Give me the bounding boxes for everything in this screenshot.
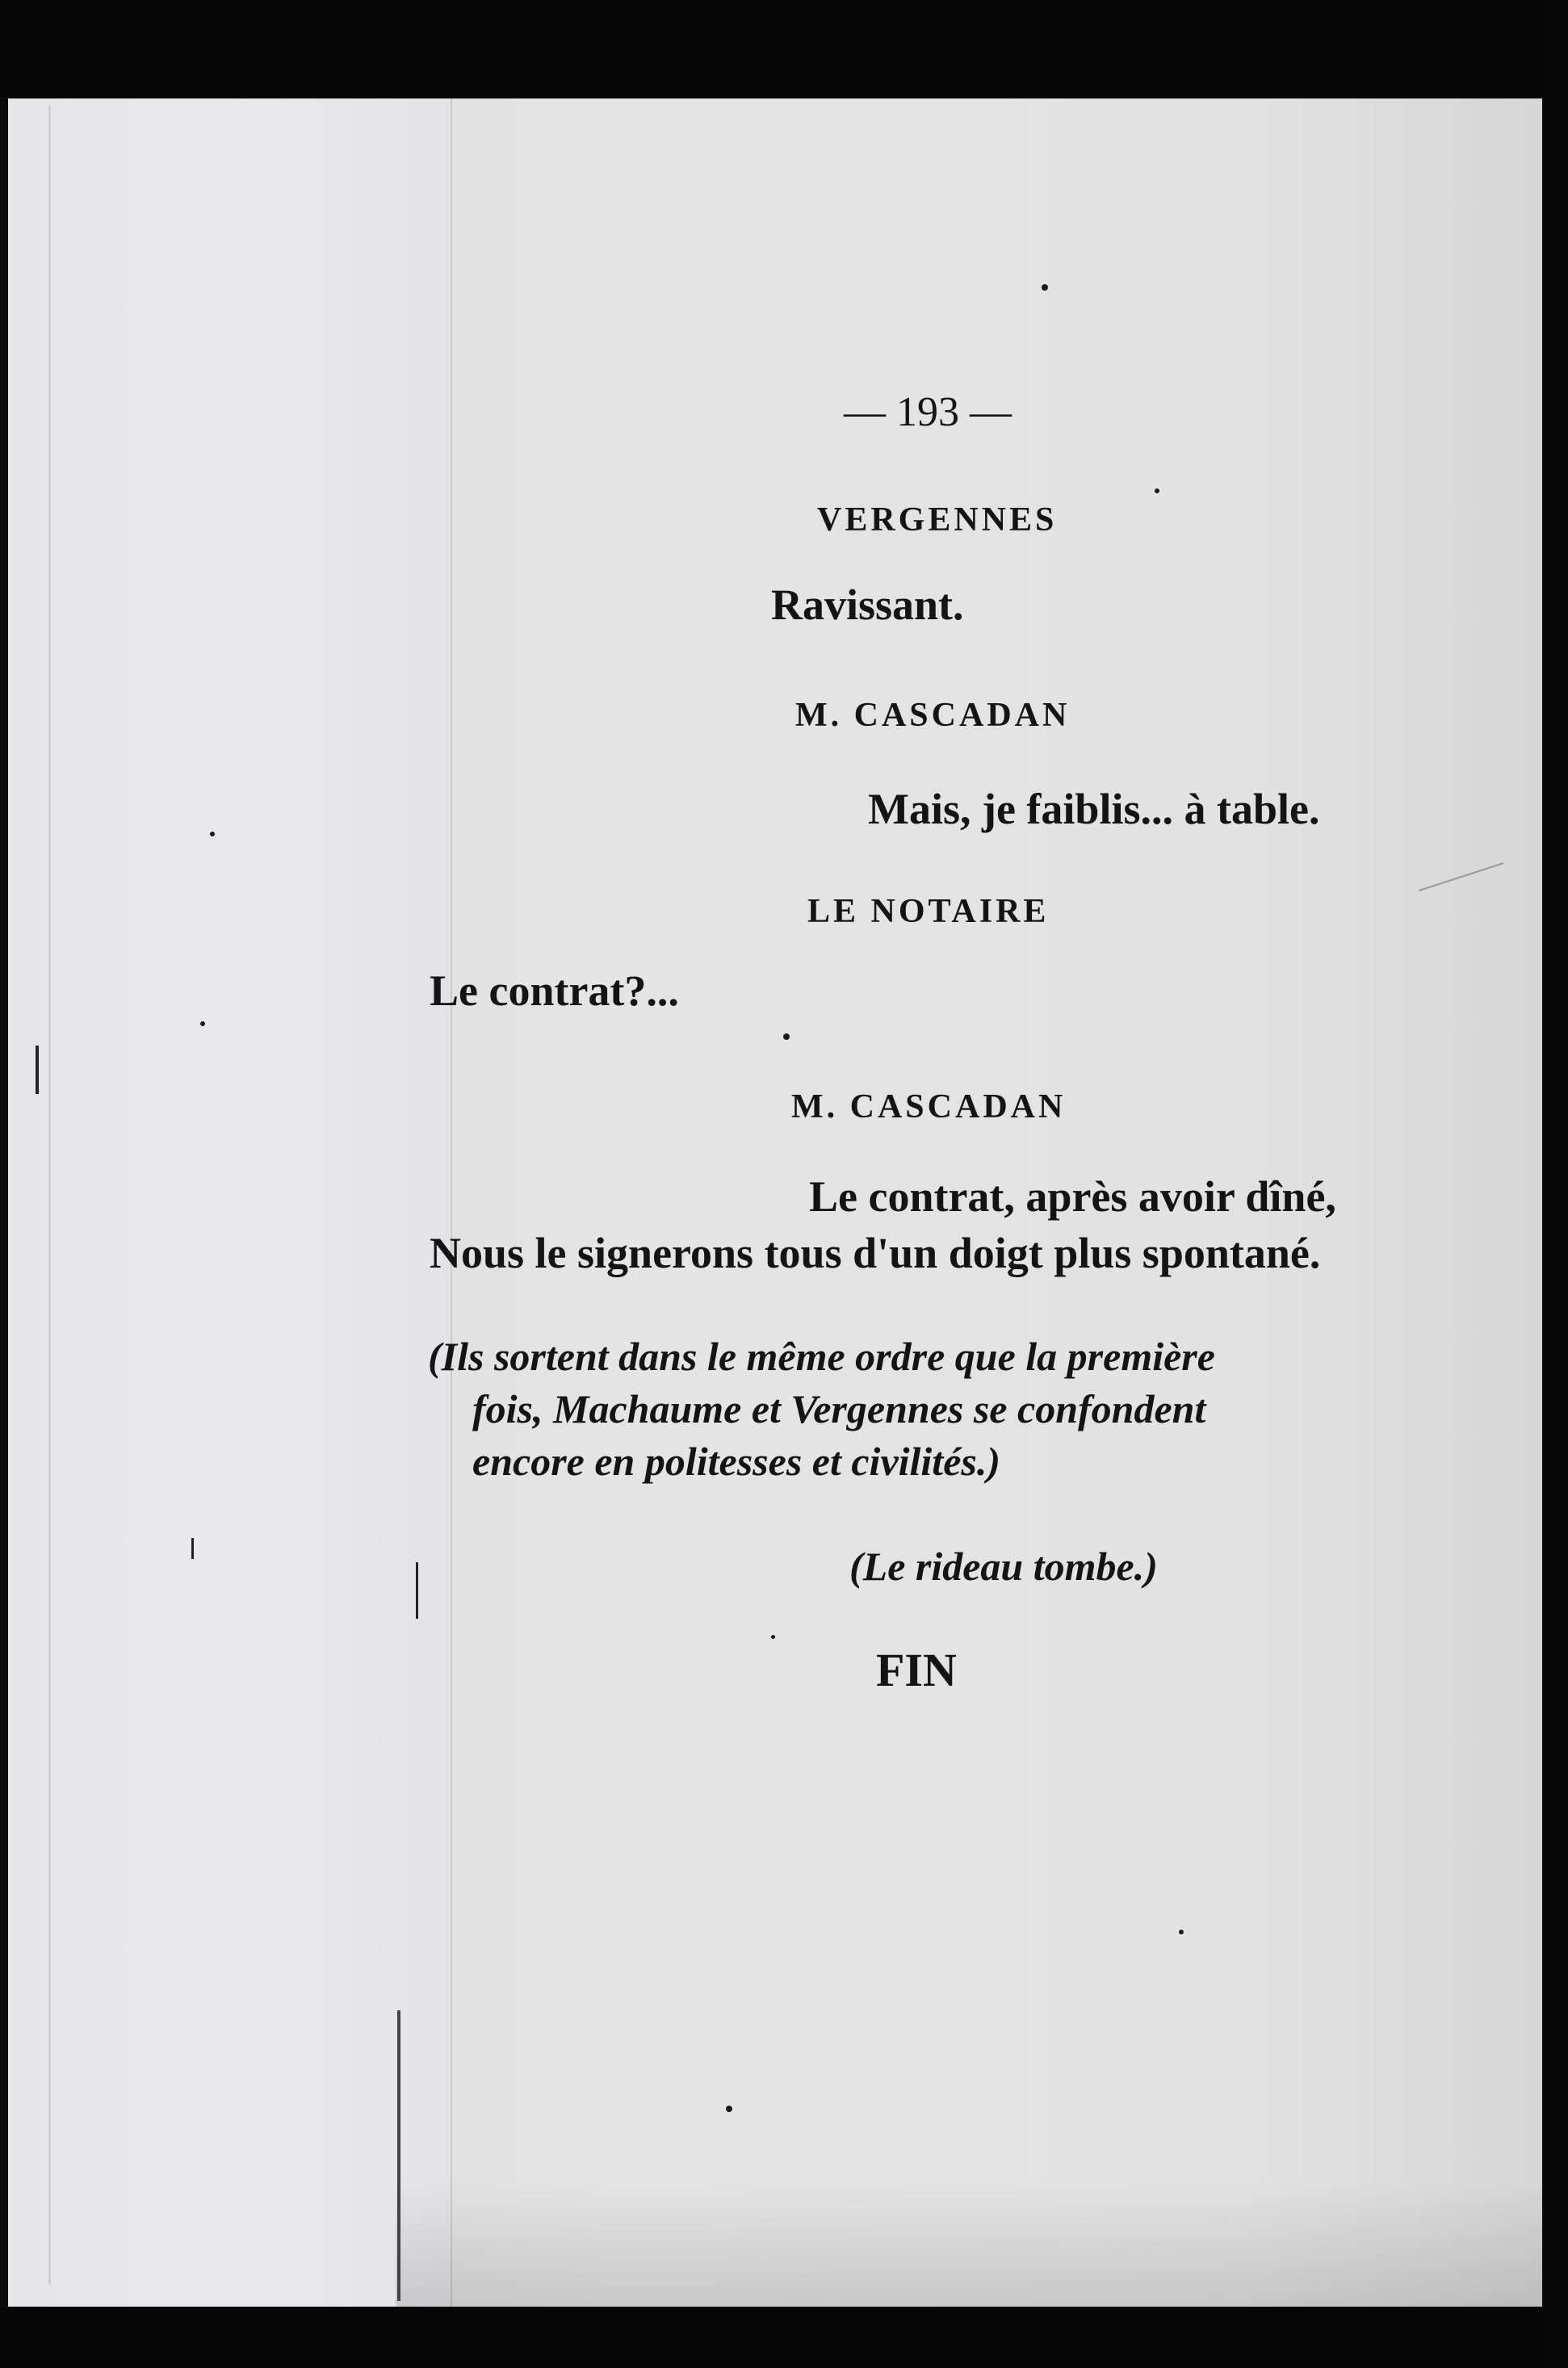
speck (1042, 284, 1048, 291)
speck (1179, 1930, 1184, 1934)
page-number: — 193 — (844, 389, 1012, 435)
binding-line (397, 2010, 400, 2301)
page-bottom-shadow (396, 2180, 1542, 2307)
dialogue-line: Le contrat?... (430, 966, 679, 1015)
left-page-strip (8, 98, 452, 2307)
stage-direction: fois, Machaume et Vergennes se confondent (472, 1386, 1206, 1431)
scan-artifact (36, 1046, 39, 1094)
dialogue-line: Mais, je faiblis... à table. (868, 785, 1320, 833)
scan-border-top (0, 0, 1568, 97)
speaker-name: M. CASCADAN (795, 697, 1071, 734)
speck (726, 2106, 732, 2112)
end-marker: FIN (876, 1644, 957, 1696)
speaker-name: M. CASCADAN (791, 1088, 1067, 1125)
speck (210, 832, 215, 836)
dialogue-line: Ravissant. (771, 580, 964, 629)
dialogue-line: Le contrat, après avoir dîné, (809, 1172, 1336, 1221)
scan-artifact (191, 1538, 194, 1559)
scan-artifact (416, 1562, 418, 1619)
scan-border-bottom (0, 2307, 1568, 2368)
stage-direction-curtain: (Le rideau tombe.) (849, 1544, 1158, 1589)
stage-direction: encore en politesses et civilités.) (472, 1439, 1001, 1484)
speck (783, 1033, 790, 1040)
scan-border-right (1544, 0, 1568, 2368)
speck (771, 1635, 775, 1639)
speaker-name: VERGENNES (817, 501, 1058, 539)
dialogue-line: Nous le signerons tous d'un doigt plus spontané. (430, 1229, 1321, 1277)
speck (200, 1021, 205, 1026)
stage-direction: (Ils sortent dans le même ordre que la première (428, 1334, 1215, 1379)
speaker-name: LE NOTAIRE (807, 893, 1050, 930)
left-page-edge (48, 105, 51, 2285)
speck (1155, 488, 1159, 493)
